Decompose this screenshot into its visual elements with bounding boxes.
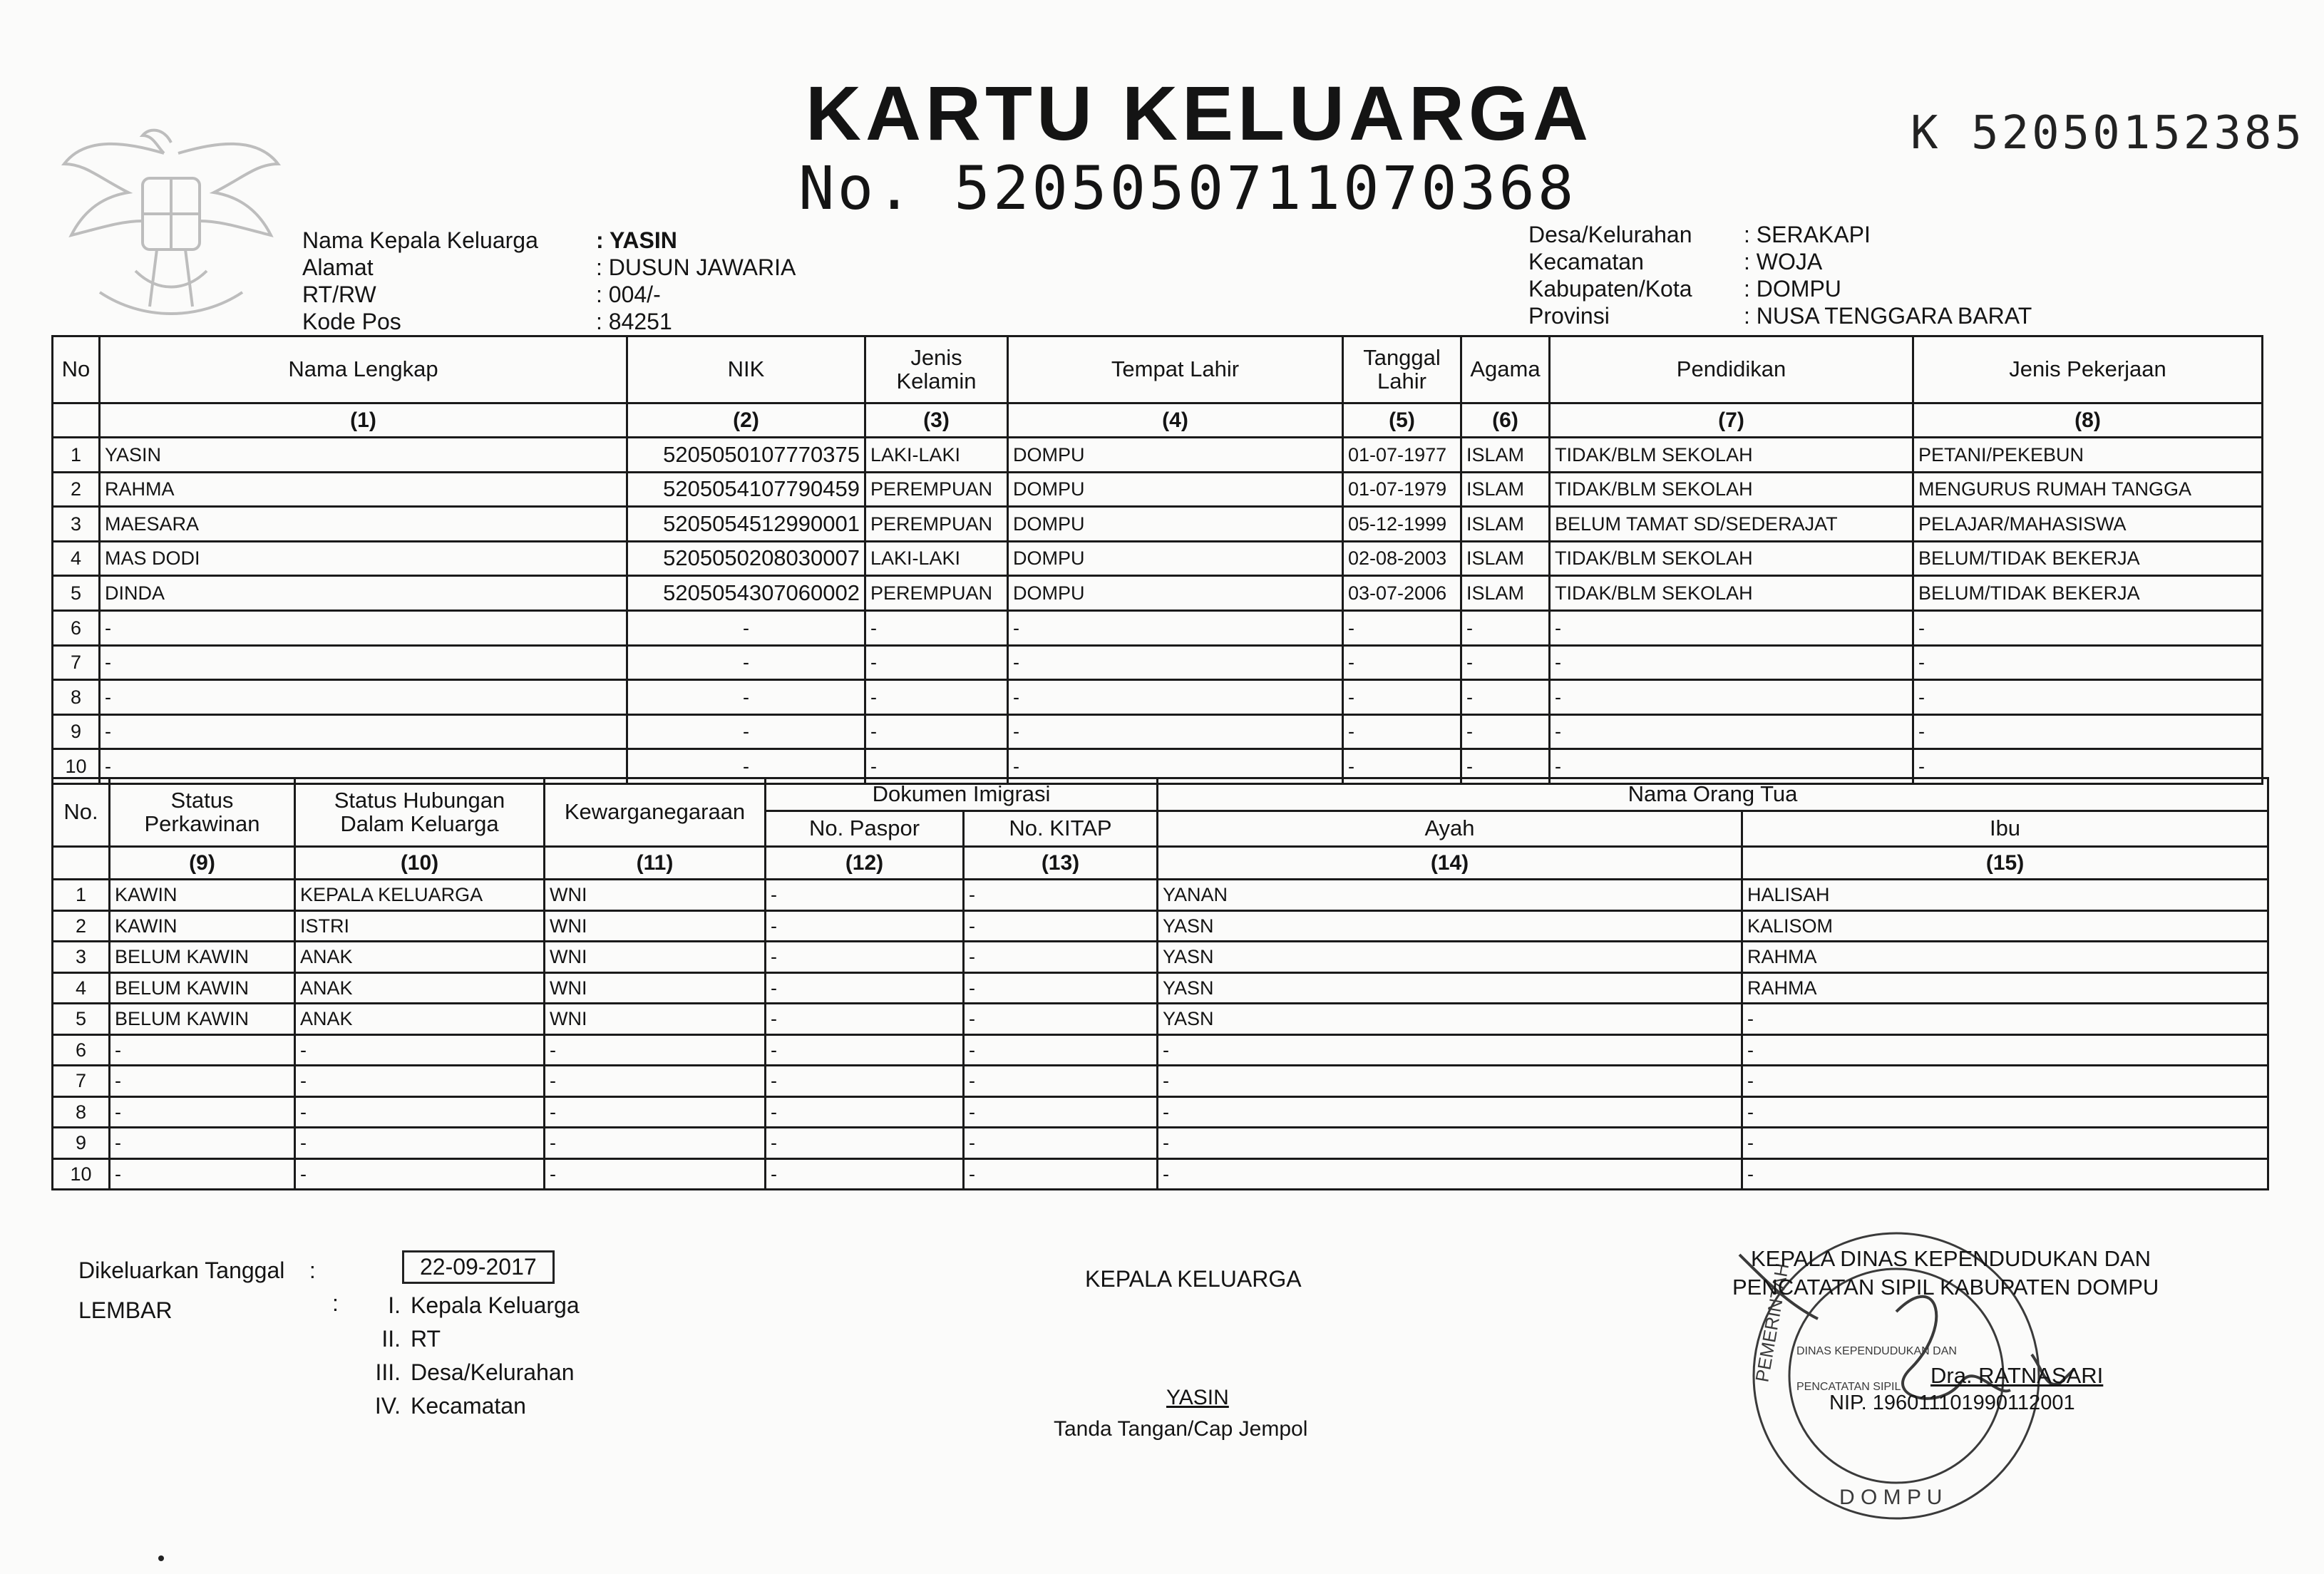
col-header: No. Paspor — [766, 811, 964, 847]
issued-label: Dikeluarkan Tanggal — [78, 1257, 285, 1283]
table-cell: - — [1913, 749, 2263, 784]
table-cell: - — [295, 1096, 545, 1128]
official-nip: NIP. 196011101990112001 — [1829, 1392, 2075, 1414]
issued-colon: : — [309, 1257, 316, 1283]
table-cell: - — [766, 880, 964, 911]
table-cell: - — [1008, 714, 1343, 749]
table-row — [53, 610, 2263, 645]
header-label: Alamat — [302, 254, 374, 280]
table-cell: 3 — [53, 942, 110, 973]
issued-date: 22-09-2017 — [402, 1250, 555, 1284]
col-number: (9) — [110, 847, 295, 880]
table-cell: - — [1343, 714, 1461, 749]
table-row — [53, 541, 2263, 576]
table-cell: 03-07-2006 — [1343, 576, 1461, 611]
table-cell: YANAN — [1158, 880, 1742, 911]
table-cell: - — [110, 1034, 295, 1066]
lembar-text: Kecamatan — [411, 1393, 526, 1419]
table-cell: DOMPU — [1008, 472, 1343, 507]
col-header: Nama Lengkap — [100, 336, 627, 403]
table-cell: - — [110, 1128, 295, 1159]
header-row — [1528, 275, 2032, 302]
col-number: (1) — [100, 403, 627, 438]
table-cell: ISLAM — [1461, 541, 1550, 576]
table-cell: - — [1008, 749, 1343, 784]
header-label: Provinsi — [1528, 303, 1610, 329]
table-cell: - — [964, 1034, 1158, 1066]
lembar-item — [356, 1389, 580, 1423]
lembar-num: IV. — [374, 1393, 401, 1419]
table-cell: ANAK — [295, 972, 545, 1004]
table-cell: LAKI-LAKI — [865, 438, 1008, 473]
col-number: (15) — [1742, 847, 2268, 880]
table-cell: - — [1550, 680, 1913, 715]
table-cell: TIDAK/BLM SEKOLAH — [1550, 438, 1913, 473]
table-row — [53, 1066, 2268, 1097]
table-cell: - — [766, 1004, 964, 1035]
family-card-number: No. 5205050711070368 — [798, 153, 1577, 223]
table-cell: PEREMPUAN — [865, 507, 1008, 542]
table-cell: PEREMPUAN — [865, 576, 1008, 611]
table-cell: - — [1742, 1158, 2268, 1190]
table-cell: 7 — [53, 645, 100, 680]
col-header: Dokumen Imigrasi — [766, 778, 1158, 811]
col-header: Ibu — [1742, 811, 2268, 847]
table-cell: - — [1008, 645, 1343, 680]
table-cell: YASN — [1158, 910, 1742, 942]
col-number: (11) — [545, 847, 766, 880]
table-cell: - — [110, 1158, 295, 1190]
header-row — [1528, 302, 2032, 329]
header-row — [302, 281, 796, 308]
table-cell: RAHMA — [100, 472, 627, 507]
table-cell: - — [766, 1096, 964, 1128]
table-cell: 2 — [53, 910, 110, 942]
family-members-table — [51, 335, 2263, 785]
table-cell: - — [1343, 680, 1461, 715]
table-cell: BELUM TAMAT SD/SEDERAJAT — [1550, 507, 1913, 542]
table-cell: - — [1158, 1158, 1742, 1190]
family-head-name: YASIN — [1166, 1386, 1229, 1409]
family-head-title: KEPALA KELUARGA — [1085, 1266, 1302, 1292]
table-cell: 4 — [53, 541, 100, 576]
lembar-list — [356, 1289, 580, 1423]
table-cell: KEPALA KELUARGA — [295, 880, 545, 911]
official-block — [1732, 1245, 2159, 1302]
table-cell: RAHMA — [1742, 972, 2268, 1004]
header-label: Kecamatan — [1528, 249, 1644, 274]
table-cell: DINDA — [100, 576, 627, 611]
table-cell: WNI — [545, 1004, 766, 1035]
lembar-label: LEMBAR — [78, 1297, 173, 1323]
col-header: Nama Orang Tua — [1158, 778, 2268, 811]
table-cell: BELUM/TIDAK BEKERJA — [1913, 576, 2263, 611]
table-cell: DOMPU — [1008, 438, 1343, 473]
table-cell: - — [766, 910, 964, 942]
table-cell: 9 — [53, 1128, 110, 1159]
table-cell: 02-08-2003 — [1343, 541, 1461, 576]
table-cell: - — [100, 680, 627, 715]
table-cell: DOMPU — [1008, 541, 1343, 576]
table-cell: 10 — [53, 749, 100, 784]
official-name: Dra. RATNASARI — [1930, 1363, 2104, 1388]
table-row — [53, 1004, 2268, 1035]
table-cell: 6 — [53, 610, 100, 645]
table-cell: - — [1158, 1066, 1742, 1097]
table-row — [53, 438, 2263, 473]
table-cell: - — [1913, 680, 2263, 715]
column-number-row — [53, 847, 2268, 880]
table-cell: WNI — [545, 942, 766, 973]
col-number: (13) — [964, 847, 1158, 880]
lembar-num: I. — [388, 1292, 401, 1318]
lembar-text: Kepala Keluarga — [411, 1292, 580, 1318]
lembar-num: II. — [381, 1326, 401, 1352]
header-right — [1528, 221, 2032, 329]
table-cell: MAS DODI — [100, 541, 627, 576]
table-row — [53, 1034, 2268, 1066]
table-cell: 3 — [53, 507, 100, 542]
table-cell: - — [865, 749, 1008, 784]
table-row — [53, 910, 2268, 942]
table-cell: - — [110, 1096, 295, 1128]
table-cell: - — [964, 1096, 1158, 1128]
lembar-item — [356, 1356, 580, 1389]
table-cell: BELUM/TIDAK BEKERJA — [1913, 541, 2263, 576]
table-cell: - — [545, 1034, 766, 1066]
table-cell: - — [964, 910, 1158, 942]
table-cell: - — [1158, 1096, 1742, 1128]
col-number — [53, 847, 110, 880]
table-cell: - — [1742, 1004, 2268, 1035]
header-value: : DOMPU — [1744, 276, 1841, 302]
table-header-row — [53, 778, 2268, 811]
header-label: RT/RW — [302, 282, 376, 307]
table-cell: - — [100, 749, 627, 784]
table-cell: YASN — [1158, 972, 1742, 1004]
col-header: Tempat Lahir — [1008, 336, 1343, 403]
col-header: Status Hubungan Dalam Keluarga — [295, 778, 545, 847]
header-row — [1528, 248, 2032, 275]
table-cell: PELAJAR/MAHASISWA — [1913, 507, 2263, 542]
table-cell: - — [295, 1034, 545, 1066]
table-row — [53, 680, 2263, 715]
table-cell: - — [1461, 680, 1550, 715]
table-cell: - — [766, 972, 964, 1004]
table-row — [53, 645, 2263, 680]
table-cell: ISLAM — [1461, 576, 1550, 611]
document-title: KARTU KELUARGA — [806, 70, 1593, 156]
table-cell: BELUM KAWIN — [110, 1004, 295, 1035]
col-header: Agama — [1461, 336, 1550, 403]
col-header: Status Perkawinan — [110, 778, 295, 847]
table-cell: - — [295, 1158, 545, 1190]
table-row — [53, 1128, 2268, 1159]
table-cell: 5 — [53, 576, 100, 611]
table-cell: - — [627, 714, 865, 749]
table-cell: - — [627, 680, 865, 715]
col-number: (10) — [295, 847, 545, 880]
stamp-ring-text: PEMERINTAH — [1751, 1261, 1794, 1384]
col-header: No. — [53, 778, 110, 847]
table-cell: 01-07-1979 — [1343, 472, 1461, 507]
header-label: Nama Kepala Keluarga — [302, 227, 538, 253]
table-cell: KAWIN — [110, 910, 295, 942]
table-cell: 5205050107770375 — [627, 438, 865, 473]
table-cell: - — [766, 942, 964, 973]
table-cell: - — [766, 1158, 964, 1190]
table-row — [53, 880, 2268, 911]
table-cell: - — [100, 714, 627, 749]
table-cell: - — [865, 610, 1008, 645]
lembar-num: III. — [375, 1359, 401, 1385]
col-header: Kewarganegaraan — [545, 778, 766, 847]
table-cell: - — [1913, 714, 2263, 749]
table-cell: LAKI-LAKI — [865, 541, 1008, 576]
table-cell: 7 — [53, 1066, 110, 1097]
lembar-text: RT — [411, 1326, 441, 1352]
table-cell: - — [1158, 1128, 1742, 1159]
header-row — [302, 254, 796, 281]
table-cell: 5205050208030007 — [627, 541, 865, 576]
header-value: : SERAKAPI — [1744, 222, 1871, 247]
table-cell: - — [1550, 610, 1913, 645]
table-cell: DOMPU — [1008, 507, 1343, 542]
table-cell: - — [545, 1066, 766, 1097]
table-cell: - — [865, 714, 1008, 749]
table-header-row — [53, 336, 2263, 403]
col-header: No. KITAP — [964, 811, 1158, 847]
table-cell: - — [1008, 680, 1343, 715]
col-number: (5) — [1343, 403, 1461, 438]
col-header: Jenis Kelamin — [865, 336, 1008, 403]
table-cell: 4 — [53, 972, 110, 1004]
table-cell: - — [1550, 714, 1913, 749]
table-cell: - — [100, 645, 627, 680]
signature-caption: Tanda Tangan/Cap Jempol — [1054, 1417, 1308, 1441]
table-cell: - — [1343, 645, 1461, 680]
table-cell: 9 — [53, 714, 100, 749]
table-cell: - — [545, 1158, 766, 1190]
table-cell: - — [627, 749, 865, 784]
table-cell: - — [1550, 749, 1913, 784]
table-cell: - — [964, 1066, 1158, 1097]
table-cell: - — [627, 610, 865, 645]
table-cell: WNI — [545, 972, 766, 1004]
table-cell: - — [964, 972, 1158, 1004]
table-cell: 5205054512990001 — [627, 507, 865, 542]
table-cell: ISLAM — [1461, 472, 1550, 507]
table-cell: 01-07-1977 — [1343, 438, 1461, 473]
table-cell: 5205054307060002 — [627, 576, 865, 611]
issued-block — [78, 1257, 334, 1284]
col-number: (7) — [1550, 403, 1913, 438]
col-number: (3) — [865, 403, 1008, 438]
table-cell: - — [1461, 645, 1550, 680]
table-cell: MENGURUS RUMAH TANGGA — [1913, 472, 2263, 507]
table-cell: - — [1461, 610, 1550, 645]
table-cell: YASN — [1158, 942, 1742, 973]
table-cell: PEREMPUAN — [865, 472, 1008, 507]
table-row — [53, 472, 2263, 507]
col-number — [53, 403, 100, 438]
header-row — [302, 227, 796, 254]
table-cell: - — [545, 1096, 766, 1128]
table-cell: 8 — [53, 680, 100, 715]
header-value: : YASIN — [596, 227, 677, 253]
col-number: (6) — [1461, 403, 1550, 438]
stamp-inner-line2: PENCATATAN SIPIL — [1796, 1381, 1901, 1393]
table-cell: - — [766, 1066, 964, 1097]
table-cell: - — [1913, 610, 2263, 645]
table-cell: - — [1742, 1034, 2268, 1066]
table-cell: - — [964, 880, 1158, 911]
table-cell: MAESARA — [100, 507, 627, 542]
header-row — [1528, 221, 2032, 248]
header-label: Kode Pos — [302, 309, 401, 334]
table-cell: ANAK — [295, 942, 545, 973]
col-number: (4) — [1008, 403, 1343, 438]
col-number: (2) — [627, 403, 865, 438]
table-cell: ANAK — [295, 1004, 545, 1035]
official-title-line1: KEPALA DINAS KEPENDUDUKAN DAN — [1751, 1246, 2151, 1271]
table-cell: - — [1461, 714, 1550, 749]
table-cell: 1 — [53, 438, 100, 473]
lembar-item — [356, 1322, 580, 1356]
table-cell: - — [545, 1128, 766, 1159]
table-cell: - — [964, 1158, 1158, 1190]
table-cell: - — [865, 645, 1008, 680]
header-label: Desa/Kelurahan — [1528, 222, 1692, 247]
table-cell: PETANI/PEKEBUN — [1913, 438, 2263, 473]
table-cell: - — [865, 680, 1008, 715]
col-header: Tanggal Lahir — [1343, 336, 1461, 403]
table-row — [53, 942, 2268, 973]
table-cell: - — [964, 1004, 1158, 1035]
stamp-inner-line1: DINAS KEPENDUDUKAN DAN — [1796, 1345, 1957, 1357]
col-header: NIK — [627, 336, 865, 403]
col-header: No — [53, 336, 100, 403]
table-cell: - — [964, 942, 1158, 973]
header-value: : WOJA — [1744, 249, 1823, 274]
table-row — [53, 576, 2263, 611]
table-cell: 1 — [53, 880, 110, 911]
col-number: (8) — [1913, 403, 2263, 438]
header-value: : 004/- — [596, 282, 661, 307]
table-cell: YASN — [1158, 1004, 1742, 1035]
table-cell: KALISOM — [1742, 910, 2268, 942]
stamp-bottom-text: D O M P U — [1839, 1486, 1943, 1509]
table-cell: TIDAK/BLM SEKOLAH — [1550, 472, 1913, 507]
table-cell: - — [1158, 1034, 1742, 1066]
table-cell: - — [295, 1128, 545, 1159]
table-cell: 5 — [53, 1004, 110, 1035]
table-cell: - — [110, 1066, 295, 1097]
header-value: : 84251 — [596, 309, 672, 334]
header-value: : DUSUN JAWARIA — [596, 254, 796, 280]
col-header: Pendidikan — [1550, 336, 1913, 403]
ink-dot — [158, 1555, 164, 1561]
table-cell: ISLAM — [1461, 507, 1550, 542]
table-row — [53, 714, 2263, 749]
lembar-text: Desa/Kelurahan — [411, 1359, 575, 1385]
table-cell: - — [964, 1128, 1158, 1159]
lembar-item — [356, 1289, 580, 1322]
table-cell: - — [1742, 1128, 2268, 1159]
table-cell: - — [295, 1066, 545, 1097]
table-cell: - — [627, 645, 865, 680]
table-cell: DOMPU — [1008, 576, 1343, 611]
table-cell: WNI — [545, 880, 766, 911]
col-header: Ayah — [1158, 811, 1742, 847]
table-cell: RAHMA — [1742, 942, 2268, 973]
table-cell: - — [100, 610, 627, 645]
table-cell: - — [1742, 1096, 2268, 1128]
table-cell: HALISAH — [1742, 880, 2268, 911]
table-cell: ISLAM — [1461, 438, 1550, 473]
table-row — [53, 1096, 2268, 1128]
table-cell: 2 — [53, 472, 100, 507]
col-number: (14) — [1158, 847, 1742, 880]
table-cell: TIDAK/BLM SEKOLAH — [1550, 541, 1913, 576]
family-members-body — [53, 438, 2263, 784]
lembar-colon: : — [332, 1290, 339, 1316]
table-cell: BELUM KAWIN — [110, 942, 295, 973]
table-cell: - — [766, 1034, 964, 1066]
table-cell: - — [1343, 749, 1461, 784]
table-cell: 10 — [53, 1158, 110, 1190]
table-cell: 6 — [53, 1034, 110, 1066]
table-cell: YASIN — [100, 438, 627, 473]
header-value: : NUSA TENGGARA BARAT — [1744, 303, 2032, 329]
table-cell: TIDAK/BLM SEKOLAH — [1550, 576, 1913, 611]
col-header: Jenis Pekerjaan — [1913, 336, 2263, 403]
table-cell: 5205054107790459 — [627, 472, 865, 507]
table-cell: - — [1343, 610, 1461, 645]
table-cell: ISTRI — [295, 910, 545, 942]
status-table — [51, 777, 2269, 1190]
header-left — [302, 227, 796, 335]
table-cell: 05-12-1999 — [1343, 507, 1461, 542]
status-body — [53, 880, 2268, 1190]
header-row — [302, 308, 796, 335]
table-cell: KAWIN — [110, 880, 295, 911]
table-row — [53, 972, 2268, 1004]
table-cell: - — [1008, 610, 1343, 645]
official-title-line2: PENCATATAN SIPIL KABUPATEN DOMPU — [1732, 1275, 2159, 1300]
table-cell: - — [1913, 645, 2263, 680]
table-cell: WNI — [545, 910, 766, 942]
table-cell: 8 — [53, 1096, 110, 1128]
column-number-row — [53, 403, 2263, 438]
header-label: Kabupaten/Kota — [1528, 276, 1692, 302]
table-cell: BELUM KAWIN — [110, 972, 295, 1004]
table-cell: - — [1742, 1066, 2268, 1097]
serial-number: K 52050152385 — [1911, 107, 2305, 160]
table-row — [53, 1158, 2268, 1190]
table-cell: - — [766, 1128, 964, 1159]
table-cell: - — [1550, 645, 1913, 680]
col-number: (12) — [766, 847, 964, 880]
garuda-emblem-icon — [57, 114, 285, 328]
table-cell: - — [1461, 749, 1550, 784]
table-row — [53, 507, 2263, 542]
